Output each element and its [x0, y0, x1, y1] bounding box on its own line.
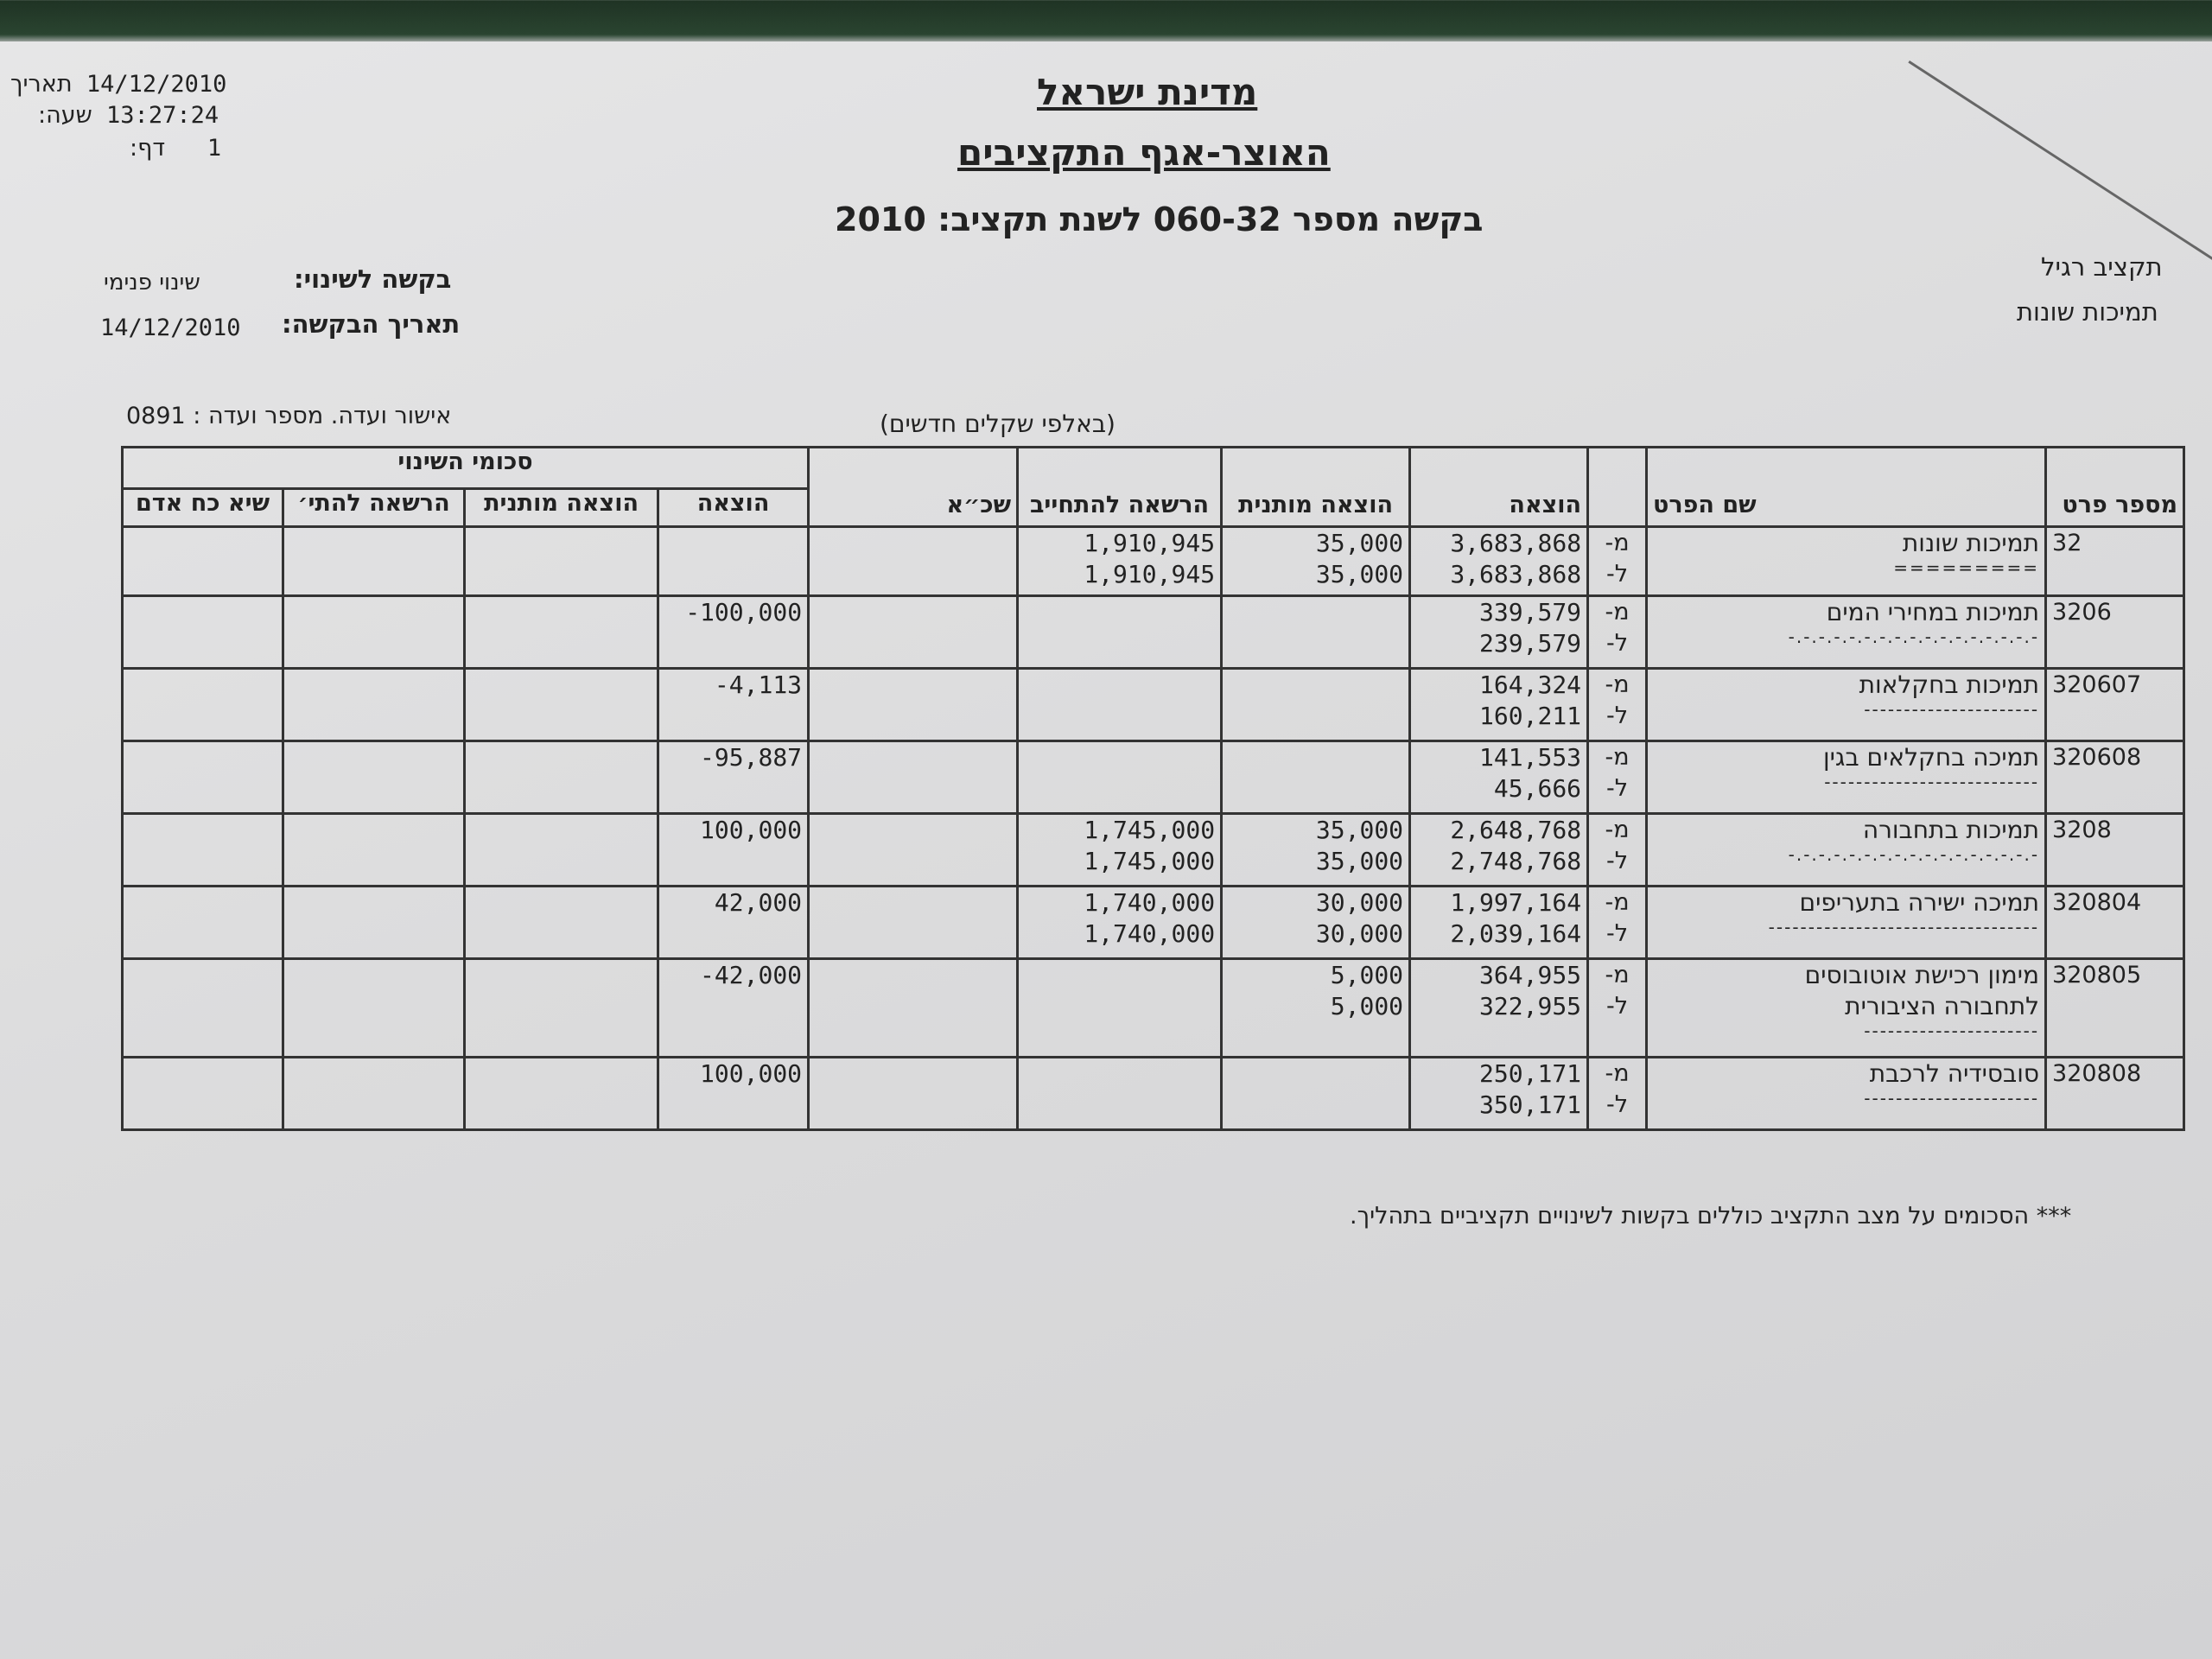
- budget-category: תמיכות שונות: [2017, 297, 2158, 327]
- title-state: מדינת ישראל: [1037, 71, 1258, 113]
- from-to-marks: [1588, 669, 1647, 741]
- item-name-text-2: לתחבורה הציבורית: [1845, 992, 2040, 1020]
- expense-cell: [1410, 1058, 1588, 1130]
- item-name-text: תמיכות בחקלאות: [1859, 671, 2040, 699]
- expense-from: 141,553: [1479, 743, 1582, 772]
- conditional-cell: [1222, 596, 1410, 669]
- workyears-cell: [809, 887, 1018, 959]
- expense-to: 3,683,868: [1450, 560, 1582, 588]
- table-row: [123, 887, 2184, 959]
- header-workyears: שכ״א: [809, 448, 1018, 527]
- change-expense-cell: [658, 741, 809, 814]
- conditional-cell: [1222, 959, 1410, 1058]
- expense-from: 250,171: [1479, 1059, 1582, 1088]
- change-commitment-cell: [283, 741, 465, 814]
- conditional-to: 5,000: [1330, 992, 1404, 1020]
- change-commitment-cell: [283, 887, 465, 959]
- change-expense-cell: [658, 887, 809, 959]
- to-mark: ל-: [1606, 775, 1629, 802]
- expense-cell: [1410, 596, 1588, 669]
- item-name-text: תמיכות שונות: [1902, 529, 2040, 557]
- conditional-cell: [1222, 527, 1410, 596]
- from-mark: מ-: [1605, 671, 1630, 698]
- from-to-marks: [1588, 596, 1647, 669]
- item-code: [2046, 814, 2184, 887]
- commitment-cell: [1018, 741, 1222, 814]
- item-underline: =========: [1893, 557, 2040, 578]
- table-row: [123, 527, 2184, 596]
- item-name-text: תמיכה ישירה בתעריפים: [1799, 888, 2040, 917]
- item-name: [1647, 887, 2046, 959]
- conditional-cell: [1222, 669, 1410, 741]
- item-code-text: 3206: [2052, 599, 2112, 626]
- expense-from: 364,955: [1479, 961, 1582, 989]
- page-number: 1 דף:: [130, 135, 222, 162]
- change-manpower-cell: [123, 669, 283, 741]
- to-mark: ל-: [1606, 561, 1629, 588]
- header-chg-manpower: שיא כח אדם: [123, 489, 283, 527]
- item-code: [2046, 887, 2184, 959]
- to-mark: ל-: [1606, 920, 1629, 947]
- change-manpower-cell: [123, 741, 283, 814]
- item-code: [2046, 527, 2184, 596]
- item-name: [1647, 527, 2046, 596]
- expense-cell: [1410, 527, 1588, 596]
- item-code: [2046, 959, 2184, 1058]
- table-row: [123, 741, 2184, 814]
- change-expense: 100,000: [700, 1059, 803, 1088]
- to-mark: ל-: [1606, 1091, 1629, 1118]
- expense-to: 2,039,164: [1450, 919, 1582, 948]
- item-underline: ---------------------------: [1824, 772, 2040, 792]
- workyears-cell: [809, 741, 1018, 814]
- workyears-cell: [809, 596, 1018, 669]
- item-code: [2046, 596, 2184, 669]
- change-label: בקשה לשינוי:: [294, 264, 452, 294]
- item-name-text: תמיכות במחירי המים: [1826, 598, 2040, 626]
- to-mark: ל-: [1606, 702, 1629, 729]
- header-change-group: סכומי השינוי: [123, 448, 809, 489]
- expense-from: 339,579: [1479, 598, 1582, 626]
- commitment-from: 1,745,000: [1084, 816, 1216, 844]
- footnote: *** הסכומים על מצב התקציב כוללים בקשות לשינויים תקציביים בתהליך.: [1350, 1203, 2072, 1230]
- table-row: [123, 814, 2184, 887]
- table-row: [123, 1058, 2184, 1130]
- commitment-cell: [1018, 814, 1222, 887]
- item-code-text: 320608: [2052, 744, 2142, 771]
- change-commitment-cell: [283, 669, 465, 741]
- change-conditional-cell: [465, 1058, 658, 1130]
- expense-cell: [1410, 887, 1588, 959]
- committee-approval: אישור ועדה. מספר ועדה : 0891: [126, 403, 452, 429]
- workyears-cell: [809, 669, 1018, 741]
- change-manpower-cell: [123, 959, 283, 1058]
- from-to-marks: [1588, 527, 1647, 596]
- item-name: [1647, 669, 2046, 741]
- change-commitment-cell: [283, 959, 465, 1058]
- expense-from: 3,683,868: [1450, 529, 1582, 557]
- change-conditional-cell: [465, 959, 658, 1058]
- expense-from: 2,648,768: [1450, 816, 1582, 844]
- budget-table: [121, 446, 2185, 1131]
- item-code-text: 320805: [2052, 962, 2142, 988]
- change-manpower-cell: [123, 887, 283, 959]
- header-conditional: הוצאה מותנית: [1222, 448, 1410, 527]
- expense-to: 45,666: [1493, 774, 1582, 803]
- conditional-cell: [1222, 814, 1410, 887]
- from-mark: מ-: [1605, 744, 1630, 771]
- item-code-text: 32: [2052, 530, 2082, 556]
- item-name-text: תמיכות בתחבורה: [1862, 816, 2040, 844]
- header-chg-conditional: הוצאה מותנית: [465, 489, 658, 527]
- expense-from: 164,324: [1479, 671, 1582, 699]
- from-mark: מ-: [1605, 1060, 1630, 1087]
- expense-from: 1,997,164: [1450, 888, 1582, 917]
- expense-to: 160,211: [1479, 702, 1582, 730]
- expense-to: 239,579: [1479, 629, 1582, 658]
- expense-to: 2,748,768: [1450, 847, 1582, 875]
- item-name: [1647, 959, 2046, 1058]
- change-expense: -95,887: [700, 743, 803, 772]
- item-underline: -.-.-.-.-.-.-.-.-.-.-.-.-.-.-.-.-: [1788, 626, 2040, 647]
- change-conditional-cell: [465, 741, 658, 814]
- change-commitment-cell: [283, 814, 465, 887]
- expense-to: 322,955: [1479, 992, 1582, 1020]
- change-expense-cell: [658, 669, 809, 741]
- item-code-text: 3208: [2052, 817, 2112, 843]
- print-time: 13:27:24 שעה:: [38, 102, 219, 129]
- item-name: [1647, 596, 2046, 669]
- item-underline: -.-.-.-.-.-.-.-.-.-.-.-.-.-.-.-.-: [1788, 844, 2040, 865]
- item-underline: ----------------------------------: [1768, 917, 2040, 938]
- change-manpower-cell: [123, 1058, 283, 1130]
- from-to-marks: [1588, 741, 1647, 814]
- header-chg-expense: הוצאה: [658, 489, 809, 527]
- expense-cell: [1410, 814, 1588, 887]
- from-to-marks: [1588, 887, 1647, 959]
- conditional-from: 35,000: [1315, 816, 1404, 844]
- to-mark: ל-: [1606, 630, 1629, 657]
- item-name: [1647, 1058, 2046, 1130]
- commitment-cell: [1018, 669, 1222, 741]
- commitment-cell: [1018, 527, 1222, 596]
- change-manpower-cell: [123, 814, 283, 887]
- item-name: [1647, 814, 2046, 887]
- expense-cell: [1410, 741, 1588, 814]
- budget-type: תקציב רגיל: [2041, 252, 2163, 282]
- print-date: 14/12/2010 תאריך: [10, 71, 227, 98]
- conditional-from: 35,000: [1315, 529, 1404, 557]
- expense-to: 350,171: [1479, 1090, 1582, 1119]
- title-ministry: האוצר-אגף התקציבים: [957, 131, 1331, 174]
- request-date-label: תאריך הבקשה:: [282, 309, 461, 339]
- from-to-marks: [1588, 1058, 1647, 1130]
- conditional-cell: [1222, 887, 1410, 959]
- change-conditional-cell: [465, 669, 658, 741]
- commitment-cell: [1018, 887, 1222, 959]
- change-manpower-cell: [123, 527, 283, 596]
- conditional-to: 35,000: [1315, 560, 1404, 588]
- expense-cell: [1410, 669, 1588, 741]
- item-code-text: 320607: [2052, 671, 2142, 698]
- change-expense: -100,000: [685, 598, 803, 626]
- workyears-cell: [809, 1058, 1018, 1130]
- conditional-to: 35,000: [1315, 847, 1404, 875]
- header-commitment: הרשאה להתחייב: [1018, 448, 1222, 527]
- item-underline: ----------------------: [1864, 1020, 2040, 1041]
- change-expense-cell: [658, 527, 809, 596]
- commitment-cell: [1018, 596, 1222, 669]
- change-expense-cell: [658, 596, 809, 669]
- header-row-1: [123, 448, 2184, 489]
- request-line: בקשה מספר 060-32 לשנת תקציב: 2010: [835, 200, 1484, 238]
- conditional-from: 5,000: [1330, 961, 1404, 989]
- commitment-to: 1,740,000: [1084, 919, 1216, 948]
- change-commitment-cell: [283, 1058, 465, 1130]
- conditional-cell: [1222, 741, 1410, 814]
- commitment-to: 1,745,000: [1084, 847, 1216, 875]
- commitment-to: 1,910,945: [1084, 560, 1216, 588]
- change-value: שינוי פנימי: [104, 270, 200, 296]
- change-expense-cell: [658, 1058, 809, 1130]
- change-conditional-cell: [465, 887, 658, 959]
- change-expense-cell: [658, 959, 809, 1058]
- workyears-cell: [809, 814, 1018, 887]
- change-conditional-cell: [465, 596, 658, 669]
- workyears-cell: [809, 959, 1018, 1058]
- header-chg-commitment: הרשאה להתי׳: [283, 489, 465, 527]
- table-row: [123, 959, 2184, 1058]
- expense-cell: [1410, 959, 1588, 1058]
- table-row: [123, 596, 2184, 669]
- from-mark: מ-: [1605, 599, 1630, 626]
- to-mark: ל-: [1606, 848, 1629, 874]
- item-name-text: סובסידיה לרכבת: [1869, 1059, 2040, 1088]
- conditional-to: 30,000: [1315, 919, 1404, 948]
- item-code-text: 320808: [2052, 1060, 2142, 1087]
- units-note: (באלפי שקלים חדשים): [880, 410, 1116, 438]
- to-mark: ל-: [1606, 993, 1629, 1020]
- item-name-text: תמיכה בחקלאים בגין: [1823, 743, 2040, 772]
- change-expense: -42,000: [700, 961, 803, 989]
- item-code: [2046, 669, 2184, 741]
- change-conditional-cell: [465, 527, 658, 596]
- header-mark: [1588, 448, 1647, 527]
- from-mark: מ-: [1605, 817, 1630, 843]
- item-name-text: מימון רכישת אוטובוסים: [1804, 961, 2040, 989]
- item-underline: ----------------------: [1864, 699, 2040, 720]
- change-manpower-cell: [123, 596, 283, 669]
- from-to-marks: [1588, 959, 1647, 1058]
- commitment-from: 1,910,945: [1084, 529, 1216, 557]
- item-code: [2046, 741, 2184, 814]
- change-expense: 100,000: [700, 816, 803, 844]
- change-expense: -4,113: [714, 671, 803, 699]
- header-item-no: מספר פרט: [2046, 448, 2184, 527]
- change-commitment-cell: [283, 596, 465, 669]
- request-date-value: 14/12/2010: [100, 315, 241, 341]
- commitment-cell: [1018, 1058, 1222, 1130]
- workyears-cell: [809, 527, 1018, 596]
- from-mark: מ-: [1605, 962, 1630, 988]
- commitment-from: 1,740,000: [1084, 888, 1216, 917]
- commitment-cell: [1018, 959, 1222, 1058]
- header-expense: הוצאה: [1410, 448, 1588, 527]
- item-underline: ----------------------: [1864, 1088, 2040, 1109]
- from-to-marks: [1588, 814, 1647, 887]
- from-mark: מ-: [1605, 889, 1630, 916]
- table-row: [123, 669, 2184, 741]
- conditional-from: 30,000: [1315, 888, 1404, 917]
- item-name: [1647, 741, 2046, 814]
- item-code: [2046, 1058, 2184, 1130]
- change-conditional-cell: [465, 814, 658, 887]
- change-expense-cell: [658, 814, 809, 887]
- conditional-cell: [1222, 1058, 1410, 1130]
- header-item-name: שם הפרט: [1647, 448, 2046, 527]
- change-expense: 42,000: [714, 888, 803, 917]
- from-mark: מ-: [1605, 530, 1630, 556]
- item-code-text: 320804: [2052, 889, 2142, 916]
- change-commitment-cell: [283, 527, 465, 596]
